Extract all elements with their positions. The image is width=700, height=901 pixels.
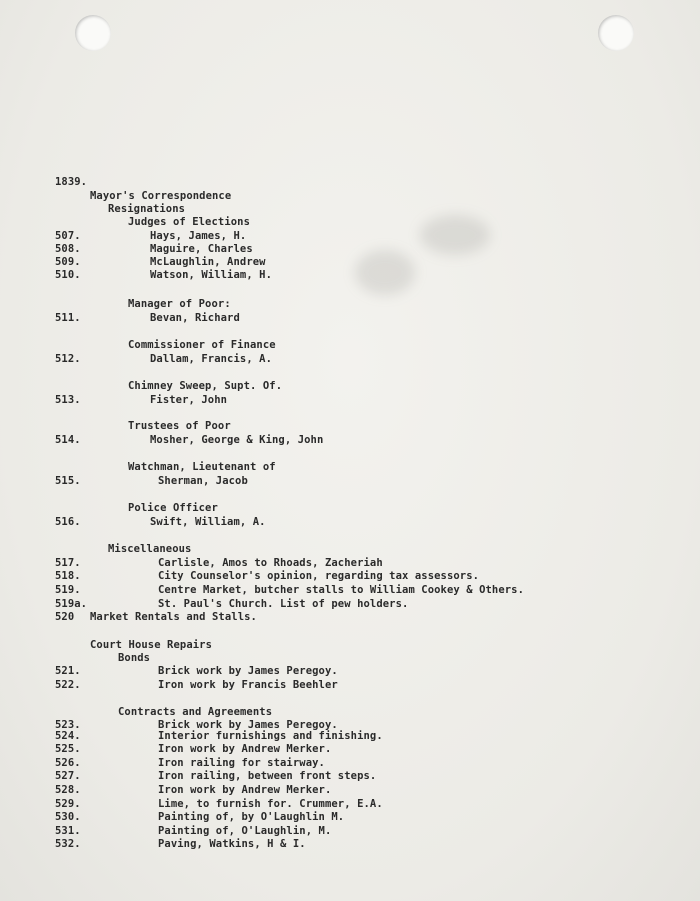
item-text: Carlisle, Amos to Rhoads, Zacheriah	[158, 557, 383, 569]
group-label: Police Officer	[128, 502, 218, 514]
item-number: 528.	[55, 784, 81, 796]
item-text: Mosher, George & King, John	[150, 434, 324, 446]
list-item	[0, 729, 700, 743]
item-number: 527.	[55, 770, 81, 782]
item-number: 521.	[55, 665, 81, 677]
list-item	[0, 678, 700, 692]
list-item	[0, 742, 700, 756]
item-text: Painting of, by O'Laughlin M.	[158, 811, 345, 823]
item-number: 518.	[55, 570, 81, 582]
list-item	[0, 474, 700, 488]
court-house-line	[0, 638, 700, 652]
item-text: Brick work by James Peregoy.	[158, 719, 338, 731]
bonds-label: Bonds	[118, 652, 151, 664]
item-text: Iron railing, between front steps.	[158, 770, 377, 782]
item-number: 525.	[55, 743, 81, 755]
list-item	[0, 610, 700, 624]
list-item	[0, 797, 700, 811]
group-label-line	[0, 501, 700, 515]
list-item	[0, 824, 700, 838]
group-label-line	[0, 297, 700, 311]
list-item	[0, 268, 700, 282]
item-number: 508.	[55, 243, 81, 255]
item-number: 511.	[55, 312, 81, 324]
list-item	[0, 664, 700, 678]
item-number: 532.	[55, 838, 81, 850]
year: 1839.	[55, 176, 88, 188]
item-text: City Counselor's opinion, regarding tax assessors.	[158, 570, 480, 582]
section-header: Mayor's Correspondence	[90, 190, 232, 202]
list-item	[0, 583, 700, 597]
item-number: 523.	[55, 719, 81, 731]
item-number: 516.	[55, 516, 81, 528]
item-text: McLaughlin, Andrew	[150, 256, 266, 268]
group-label: Watchman, Lieutenant of	[128, 461, 276, 473]
group-label-line	[0, 419, 700, 433]
item-number: 512.	[55, 353, 81, 365]
group-label: Trustees of Poor	[128, 420, 231, 432]
item-text: Interior furnishings and finishing.	[158, 730, 383, 742]
list-item	[0, 433, 700, 447]
list-item	[0, 783, 700, 797]
list-item	[0, 837, 700, 851]
item-text: Watson, William, H.	[150, 269, 273, 281]
item-number: 531.	[55, 825, 81, 837]
item-text: Painting of, O'Laughlin, M.	[158, 825, 332, 837]
misc-label-line	[0, 542, 700, 556]
list-item	[0, 597, 700, 611]
item-text: Iron work by Francis Beehler	[158, 679, 338, 691]
list-item	[0, 229, 700, 243]
bonds-line	[0, 651, 700, 665]
item-text: Swift, William, A.	[150, 516, 266, 528]
list-item	[0, 556, 700, 570]
item-number: 507.	[55, 230, 81, 242]
item-text: Paving, Watkins, H & I.	[158, 838, 306, 850]
item-number: 524.	[55, 730, 81, 742]
item-text: Bevan, Richard	[150, 312, 240, 324]
item-text: Brick work by James Peregoy.	[158, 665, 338, 677]
item-text: Lime, to furnish for. Crummer, E.A.	[158, 798, 383, 810]
item-text: Dallam, Francis, A.	[150, 353, 273, 365]
item-text: Centre Market, butcher stalls to William Cookey & Others.	[158, 584, 525, 596]
list-item	[0, 393, 700, 407]
item-number: 519a.	[55, 598, 88, 610]
group-label: Chimney Sweep, Supt. Of.	[128, 380, 283, 392]
list-item	[0, 255, 700, 269]
punch-hole-left	[75, 15, 111, 51]
list-item	[0, 569, 700, 583]
judges-label: Judges of Elections	[128, 216, 251, 228]
group-label-line	[0, 460, 700, 474]
item-number: 522.	[55, 679, 81, 691]
item-number: 529.	[55, 798, 81, 810]
judges-line	[0, 215, 700, 229]
year-line	[0, 175, 700, 189]
list-item	[0, 515, 700, 529]
item-number: 530.	[55, 811, 81, 823]
group-label: Commissioner of Finance	[128, 339, 276, 351]
item-number: 517.	[55, 557, 81, 569]
item-text: Hays, James, H.	[150, 230, 247, 242]
court-house-label: Court House Repairs	[90, 639, 213, 651]
list-item	[0, 769, 700, 783]
item-text: Iron work by Andrew Merker.	[158, 784, 332, 796]
list-item	[0, 352, 700, 366]
item-number: 515.	[55, 475, 81, 487]
item-text: Iron railing for stairway.	[158, 757, 325, 769]
item-number: 526.	[55, 757, 81, 769]
punch-hole-right	[598, 15, 634, 51]
list-item	[0, 311, 700, 325]
item-number: 520	[55, 611, 75, 623]
resignations-line	[0, 202, 700, 216]
group-label: Manager of Poor:	[128, 298, 231, 310]
item-number: 514.	[55, 434, 81, 446]
item-text: Fister, John	[150, 394, 228, 406]
item-number: 509.	[55, 256, 81, 268]
misc-label: Miscellaneous	[108, 543, 192, 555]
resignations-label: Resignations	[108, 203, 186, 215]
item-text: Maguire, Charles	[150, 243, 253, 255]
item-number: 513.	[55, 394, 81, 406]
item-number: 519.	[55, 584, 81, 596]
contracts-line	[0, 705, 700, 719]
list-item	[0, 756, 700, 770]
header-line	[0, 189, 700, 203]
list-item	[0, 810, 700, 824]
group-label-line	[0, 338, 700, 352]
item-text: Iron work by Andrew Merker.	[158, 743, 332, 755]
group-label-line	[0, 379, 700, 393]
list-item	[0, 242, 700, 256]
contracts-label: Contracts and Agreements	[118, 706, 273, 718]
item-text: St. Paul's Church. List of pew holders.	[158, 598, 409, 610]
item-text: Sherman, Jacob	[158, 475, 248, 487]
item-number: 510.	[55, 269, 81, 281]
item-text: Market Rentals and Stalls.	[90, 611, 257, 623]
